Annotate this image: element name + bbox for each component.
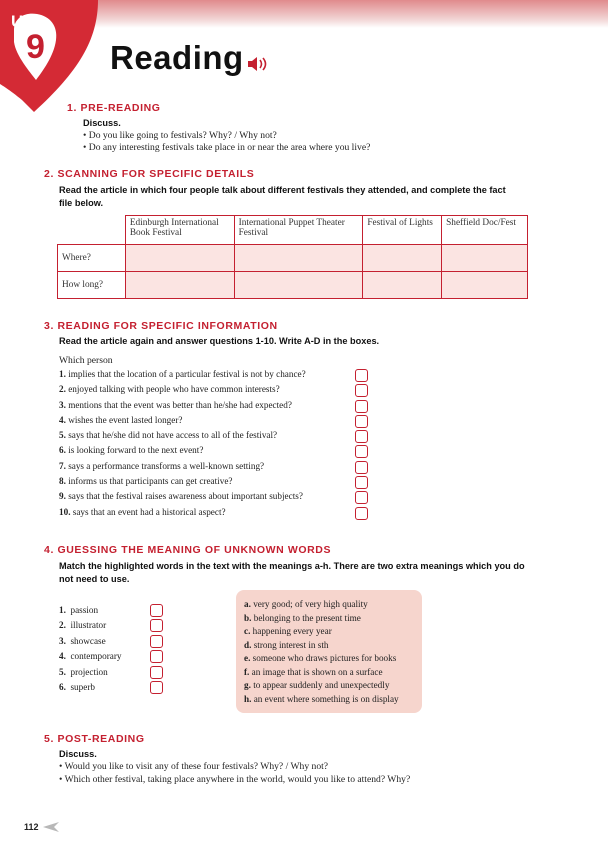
answer-box[interactable] (355, 476, 368, 489)
word-item: 2. illustrator (59, 620, 107, 630)
question-item: 10. says that an event had a historical aspect? (59, 507, 226, 517)
section-5-bullet: • Would you like to visit any of these four festivals? Why? / Why not? (59, 761, 329, 772)
answer-box[interactable] (150, 635, 163, 648)
section-2-instruction: Read the article in which four people talk about different festivals they attended, and complete the fact file below. (59, 185, 506, 208)
answer-box[interactable] (355, 461, 368, 474)
unit-label: Unit (11, 12, 45, 31)
answer-box[interactable] (355, 415, 368, 428)
answer-cell[interactable] (442, 272, 528, 299)
column-header: International Puppet Theater Festival (234, 216, 363, 245)
answer-cell[interactable] (363, 245, 442, 272)
meaning-item: h. an event where something is on display (244, 694, 399, 704)
question-item: 8. informs us that participants can get creative? (59, 476, 233, 486)
section-3-heading: 3. READING FOR SPECIFIC INFORMATION (44, 320, 278, 332)
answer-box[interactable] (355, 369, 368, 382)
answer-box[interactable] (150, 650, 163, 663)
question-item: 6. is looking forward to the next event? (59, 445, 204, 455)
section-2-heading: 2. SCANNING FOR SPECIFIC DETAILS (44, 168, 255, 180)
answer-box[interactable] (355, 384, 368, 397)
word-item: 6. superb (59, 682, 95, 692)
page-arrow-icon (43, 822, 59, 832)
answer-box[interactable] (150, 619, 163, 632)
column-header: Edinburgh International Book Festival (125, 216, 234, 245)
answer-box[interactable] (150, 681, 163, 694)
question-item: 2. enjoyed talking with people who have common interests? (59, 384, 280, 394)
meaning-item: f. an image that is shown on a surface (244, 667, 383, 677)
answer-box[interactable] (355, 491, 368, 504)
question-item: 1. implies that the location of a particular festival is not by chance? (59, 369, 306, 379)
question-item: 5. says that he/she did not have access to all of the festival? (59, 430, 278, 440)
answer-box[interactable] (150, 604, 163, 617)
section-3-lead: Which person (59, 355, 113, 366)
question-item: 7. says a performance transforms a well-known setting? (59, 461, 265, 471)
word-item: 3. showcase (59, 636, 106, 646)
audio-speaker-icon[interactable] (246, 55, 270, 73)
answer-cell[interactable] (234, 272, 363, 299)
meaning-item: e. someone who draws pictures for books (244, 653, 397, 663)
unit-number: 9 (26, 28, 45, 66)
section-5-instruction: Discuss. (59, 749, 97, 759)
section-1-heading: 1. PRE-READING (67, 102, 161, 114)
meaning-item: c. happening every year (244, 626, 332, 636)
answer-box[interactable] (355, 430, 368, 443)
answer-box[interactable] (355, 507, 368, 520)
answer-cell[interactable] (442, 245, 528, 272)
section-1-bullet: • Do you like going to festivals? Why? / Why not? (83, 130, 277, 141)
section-5-heading: 5. POST-READING (44, 733, 145, 745)
meaning-item: g. to appear suddenly and unexpectedly (244, 680, 390, 690)
word-item: 5. projection (59, 667, 108, 677)
column-header: Sheffield Doc/Fest (442, 216, 528, 245)
column-header: Festival of Lights (363, 216, 442, 245)
fact-file-table (57, 215, 528, 299)
answer-cell[interactable] (125, 272, 234, 299)
answer-box[interactable] (355, 445, 368, 458)
meaning-item: b. belonging to the present time (244, 613, 361, 623)
section-1-instruction: Discuss. (83, 118, 121, 128)
meaning-item: a. very good; of very high quality (244, 599, 368, 609)
answer-cell[interactable] (234, 245, 363, 272)
row-header: How long? (58, 272, 126, 299)
word-item: 4. contemporary (59, 651, 122, 661)
section-3-instruction: Read the article again and answer questions 1-10. Write A-D in the boxes. (59, 336, 380, 346)
section-4-heading: 4. GUESSING THE MEANING OF UNKNOWN WORDS (44, 544, 332, 556)
page-title: Reading (110, 39, 244, 76)
section-1-bullet: • Do any interesting festivals take place in or near the area where you live? (83, 142, 371, 153)
question-item: 3. mentions that the event was better than he/she had expected? (59, 400, 292, 410)
question-item: 9. says that the festival raises awareness about important subjects? (59, 491, 303, 501)
answer-box[interactable] (150, 666, 163, 679)
question-item: 4. wishes the event lasted longer? (59, 415, 183, 425)
section-5-bullet: • Which other festival, taking place anywhere in the world, would you like to attend? Why? (59, 774, 411, 785)
section-4-instruction: Match the highlighted words in the text with the meanings a-h. There are two extra meanings which you do not need to use. (59, 561, 525, 584)
answer-cell[interactable] (125, 245, 234, 272)
word-item: 1. passion (59, 605, 99, 615)
page-number: 112 (24, 822, 39, 832)
meaning-item: d. strong interest in sth (244, 640, 329, 650)
row-header: Where? (58, 245, 126, 272)
answer-box[interactable] (355, 400, 368, 413)
table-corner (58, 216, 126, 245)
answer-cell[interactable] (363, 272, 442, 299)
